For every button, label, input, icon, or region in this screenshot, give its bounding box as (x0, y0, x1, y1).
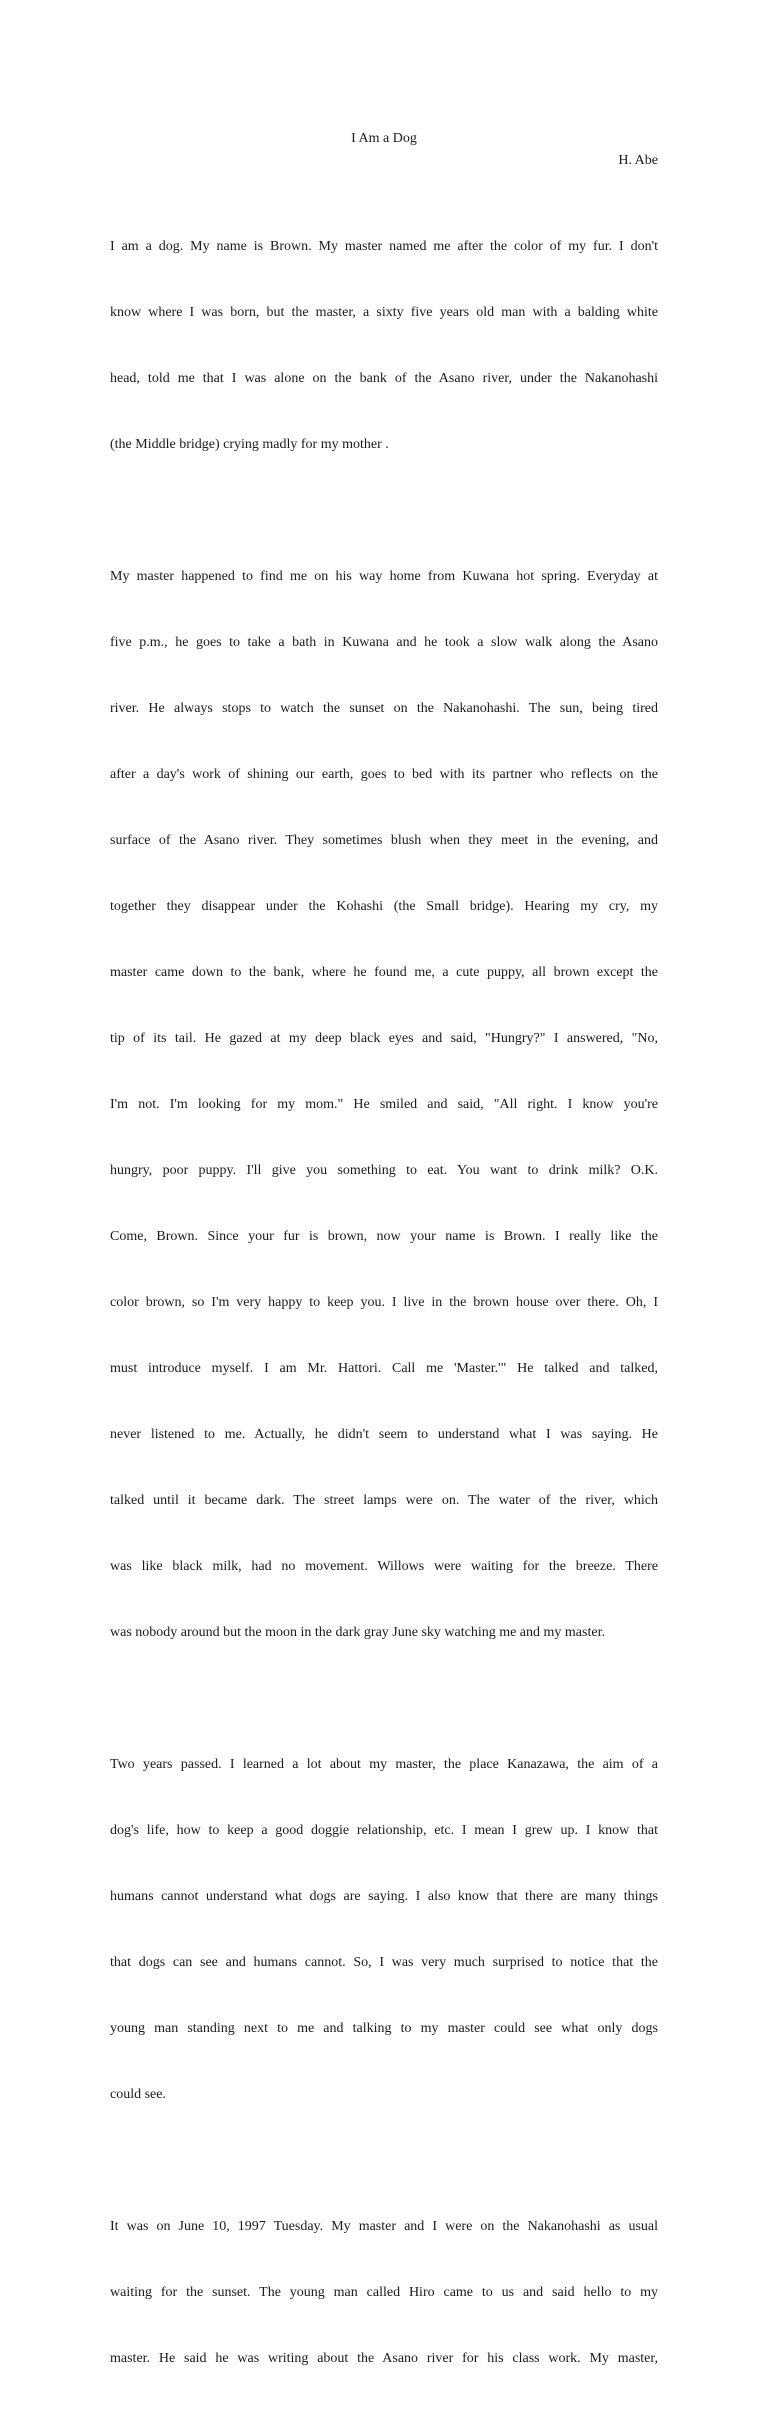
text-line: talked until it became dark. The street lamps were on. The water of the river, which (110, 1493, 658, 1508)
text-line: never listened to me. Actually, he didn't seem to understand what I was saying. He (110, 1427, 658, 1442)
text-line: after a day's work of shining our earth, goes to bed with its partner who reflects on the (110, 767, 658, 782)
text-line: must introduce myself. I am Mr. Hattori. Call me 'Master.'" He talked and talked, (110, 1361, 658, 1376)
text-line: Come, Brown. Since your fur is brown, now your name is Brown. I really like the (110, 1229, 658, 1244)
text-line: that dogs can see and humans cannot. So, I was very much surprised to notice that the (110, 1955, 658, 1970)
text-line: could see. (110, 2087, 166, 2102)
text-line: hungry, poor puppy. I'll give you something to eat. You want to drink milk? O.K. (110, 1163, 658, 1178)
text-line: was like black milk, had no movement. Willows were waiting for the breeze. There (110, 1559, 658, 1574)
text-line: humans cannot understand what dogs are saying. I also know that there are many things (110, 1889, 658, 1904)
paragraph-4 (110, 2172, 658, 2414)
paragraph-1 (110, 192, 658, 500)
text-line: river. He always stops to watch the sunset on the Nakanohashi. The sun, being tired (110, 701, 658, 716)
text-line: know where I was born, but the master, a sixty five years old man with a balding white (110, 305, 658, 320)
text-line: Two years passed. I learned a lot about my master, the place Kanazawa, the aim of a (110, 1757, 658, 1772)
text-line: My master happened to find me on his way home from Kuwana hot spring. Everyday at (110, 569, 658, 584)
text-line: I am a dog. My name is Brown. My master named me after the color of my fur. I don't (110, 239, 658, 254)
document-body (110, 192, 658, 2436)
text-line: together they disappear under the Kohashi (the Small bridge). Hearing my cry, my (110, 899, 658, 914)
text-line: I'm not. I'm looking for my mom." He smiled and said, "All right. I know you're (110, 1097, 658, 1112)
text-line: five p.m., he goes to take a bath in Kuwana and he took a slow walk along the Asano (110, 635, 658, 650)
text-line: It was on June 10, 1997 Tuesday. My master and I were on the Nakanohashi as usual (110, 2219, 658, 2234)
text-line: color brown, so I'm very happy to keep you. I live in the brown house over there. Oh, I (110, 1295, 658, 1310)
text-line: master came down to the bank, where he found me, a cute puppy, all brown except the (110, 965, 658, 980)
document-title: I Am a Dog (351, 131, 417, 146)
text-line: young man standing next to me and talking to my master could see what only dogs (110, 2021, 658, 2036)
text-line: was nobody around but the moon in the dark gray June sky watching me and my master. (110, 1625, 605, 1640)
text-line: (the Middle bridge) crying madly for my mother . (110, 437, 389, 452)
document-author: H. Abe (618, 153, 658, 168)
text-line: surface of the Asano river. They sometimes blush when they meet in the evening, and (110, 833, 658, 848)
paragraph-2 (110, 522, 658, 1688)
text-line: master. He said he was writing about the Asano river for his class work. My master, (110, 2351, 658, 2366)
text-line: head, told me that I was alone on the bank of the Asano river, under the Nakanohashi (110, 371, 658, 386)
text-line: waiting for the sunset. The young man called Hiro came to us and said hello to my (110, 2285, 658, 2300)
text-line: dog's life, how to keep a good doggie relationship, etc. I mean I grew up. I know that (110, 1823, 658, 1838)
text-line: tip of its tail. He gazed at my deep black eyes and said, "Hungry?" I answered, "No, (110, 1031, 658, 1046)
paragraph-3 (110, 1710, 658, 2150)
